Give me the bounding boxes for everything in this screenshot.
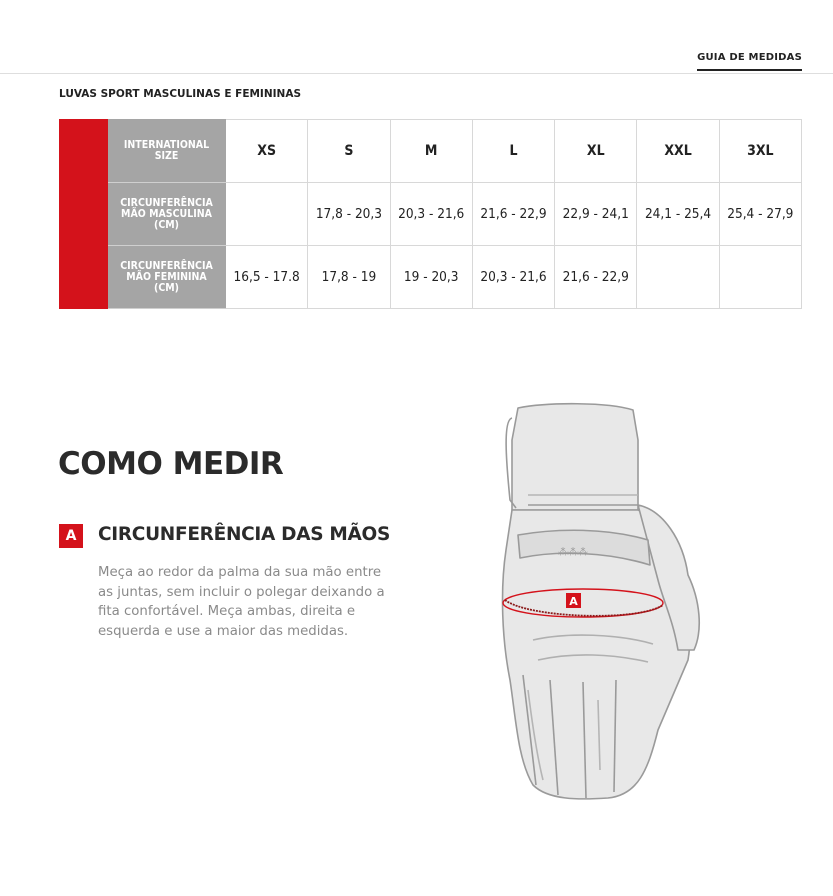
measure-description: Meça ao redor da palma da sua mão entre as juntas, sem incluir o polegar deixando a fita confortável. Meça ambas, direita e esquerda e use a maior das medidas. (98, 565, 385, 639)
row-header-female: CIRCUNFERÊNCIA MÃO FEMININA (CM) (108, 246, 226, 309)
product-subtitle: LUVAS SPORT MASCULINAS E FEMININAS (59, 88, 302, 100)
accent-bar (60, 120, 108, 309)
glove-icon (488, 400, 718, 805)
table-cell: 21,6 - 22,9 (555, 246, 637, 309)
table-cell: 24,1 - 25,4 (637, 183, 719, 246)
table-row (60, 246, 802, 309)
top-bar (0, 0, 833, 74)
table-cell (719, 246, 801, 309)
table-cell: 17,8 - 19 (308, 246, 390, 309)
table-cell: 25,4 - 27,9 (719, 183, 801, 246)
svg-text:⁂⁂⁂: ⁂⁂⁂ (558, 547, 588, 558)
size-3xl: 3XL (719, 120, 801, 183)
table-cell: 16,5 - 17.8 (226, 246, 308, 309)
measure-marker (566, 593, 581, 608)
size-s: S (308, 120, 390, 183)
row-header-size: INTERNATIONAL SIZE (108, 120, 226, 183)
table-cell: 20,3 - 21,6 (472, 246, 554, 309)
table-cell: 20,3 - 21,6 (390, 183, 472, 246)
table-cell (226, 183, 308, 246)
table-cell (637, 246, 719, 309)
size-xxl: XXL (637, 120, 719, 183)
measure-title: CIRCUNFERÊNCIA DAS MÃOS (98, 524, 390, 545)
table-cell: 22,9 - 24,1 (555, 183, 637, 246)
size-xl: XL (555, 120, 637, 183)
table-cell: 17,8 - 20,3 (308, 183, 390, 246)
size-xs: XS (226, 120, 308, 183)
table-row (60, 120, 802, 183)
size-table (59, 119, 802, 309)
table-cell: 21,6 - 22,9 (472, 183, 554, 246)
tab-size-guide[interactable]: GUIA DE MEDIDAS (697, 52, 802, 71)
size-l: L (472, 120, 554, 183)
table-cell: 19 - 20,3 (390, 246, 472, 309)
svg-text:A: A (569, 595, 578, 608)
measure-badge: A (59, 524, 83, 548)
how-to-measure-title: COMO MEDIR (58, 446, 284, 482)
size-m: M (390, 120, 472, 183)
table-row (60, 183, 802, 246)
row-header-male: CIRCUNFERÊNCIA MÃO MASCULINA (CM) (108, 183, 226, 246)
